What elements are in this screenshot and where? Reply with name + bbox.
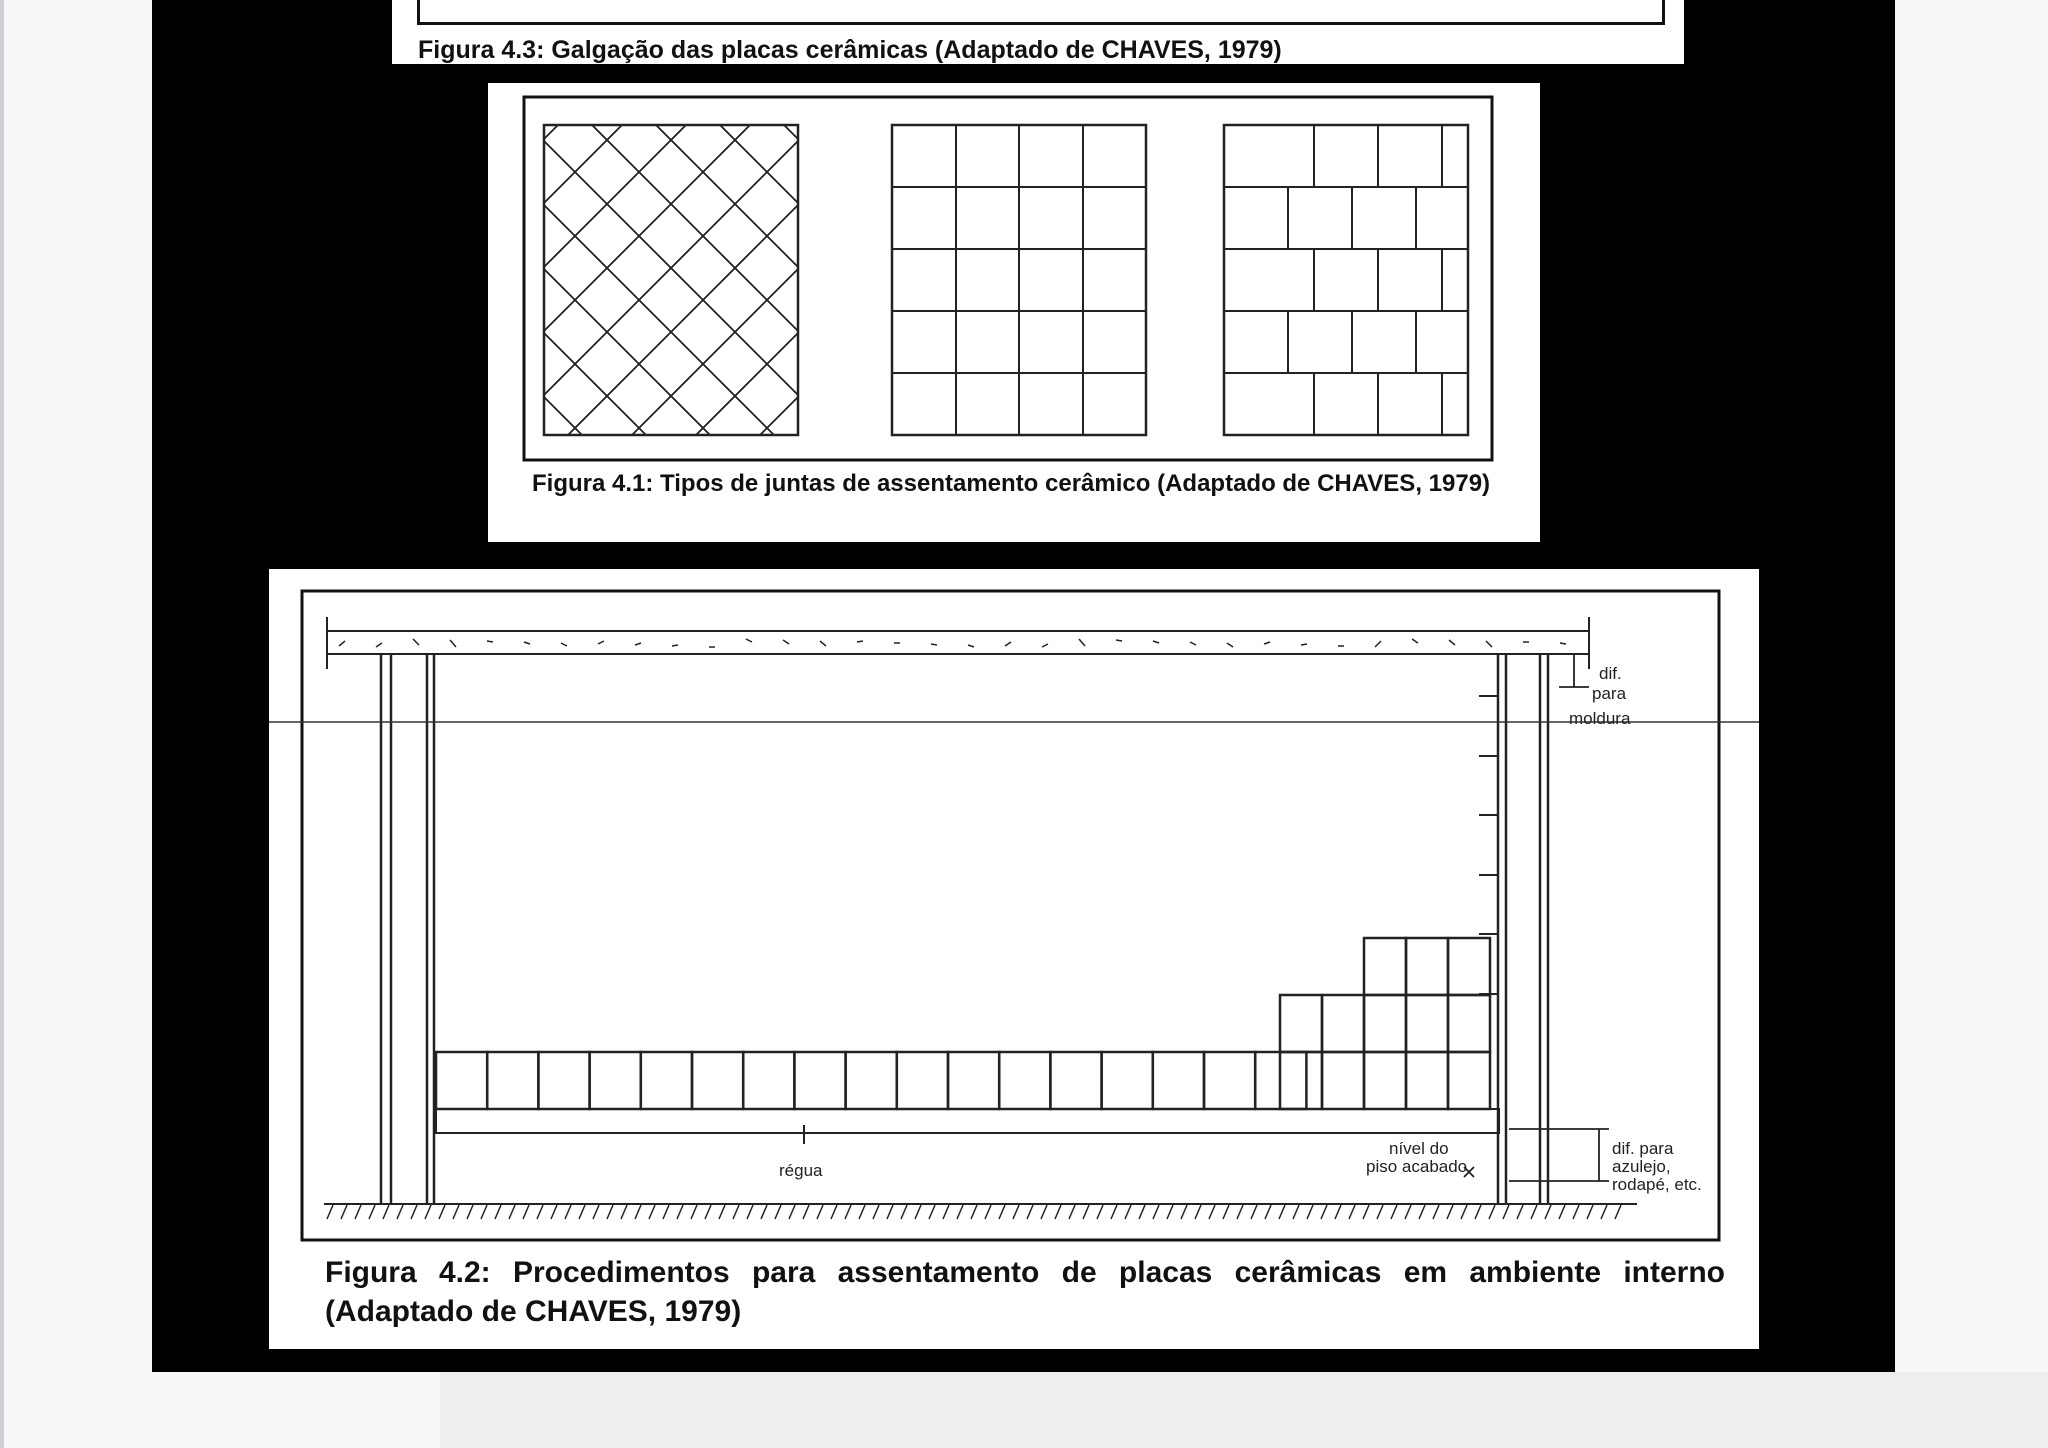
ceramic-tile <box>999 1052 1050 1109</box>
label-dif-azulejo-3: rodapé, etc. <box>1612 1175 1702 1194</box>
ceramic-tile <box>794 1052 845 1109</box>
ruler <box>436 1109 1499 1144</box>
diagonal-joint-pattern <box>488 125 1312 525</box>
dimension-marks <box>1464 654 1609 1181</box>
ceramic-tile <box>1322 1052 1364 1109</box>
ceiling-slab <box>327 617 1589 669</box>
ceramic-tile <box>1153 1052 1204 1109</box>
ceramic-tile <box>1364 1052 1406 1109</box>
right-wall <box>1498 654 1548 1204</box>
ceramic-tile <box>487 1052 538 1109</box>
wall-level-marks <box>1479 696 1498 994</box>
label-dif-moldura-2: para <box>1592 684 1627 703</box>
figure-4-3-frame <box>417 0 1665 25</box>
label-regua: régua <box>779 1161 823 1180</box>
viewer-bottom-strip <box>440 1372 2048 1448</box>
figure-4-1-panel <box>488 83 1540 542</box>
ceramic-tile <box>1448 938 1490 995</box>
figure-4-3-caption: Figura 4.3: Galgação das placas cerâmicas (Adaptado de CHAVES, 1979) <box>418 36 1282 64</box>
label-dif-azulejo-1: dif. para <box>1612 1139 1674 1158</box>
ceramic-tile <box>1280 1052 1322 1109</box>
figure-4-2-caption: Figura 4.2: Procedimentos para assentamento de placas cerâmicas em ambiente interno (Adaptado de CHAVES, 1979) <box>325 1256 1725 1328</box>
ceramic-tile <box>436 1052 487 1109</box>
document-page <box>152 0 1895 1372</box>
ceramic-tile <box>1448 1052 1490 1109</box>
ceramic-tile <box>1364 938 1406 995</box>
figure-4-1-caption: Figura 4.1: Tipos de juntas de assentamento cerâmico (Adaptado de CHAVES, 1979) <box>532 470 1491 497</box>
staggered-joint-pattern <box>1224 125 1468 435</box>
ceramic-tile <box>1364 995 1406 1052</box>
viewer-left-edge <box>0 0 4 1448</box>
ceramic-tile <box>897 1052 948 1109</box>
label-nivel-2: piso acabado <box>1366 1157 1468 1176</box>
ceramic-tile <box>1448 995 1490 1052</box>
left-wall <box>381 654 434 1204</box>
ceramic-tile <box>846 1052 897 1109</box>
ceramic-tile <box>538 1052 589 1109</box>
ceramic-tile <box>641 1052 692 1109</box>
ceramic-tile <box>1050 1052 1101 1109</box>
label-dif-azulejo-2: azulejo, <box>1612 1157 1671 1176</box>
ceramic-tile <box>948 1052 999 1109</box>
ceramic-tile <box>1322 995 1364 1052</box>
ceramic-tile <box>692 1052 743 1109</box>
ceramic-tile <box>1406 1052 1448 1109</box>
ceramic-tile <box>1280 995 1322 1052</box>
ceramic-tile <box>1102 1052 1153 1109</box>
figure-4-2-drawing <box>269 569 1759 1349</box>
straight-joint-pattern <box>892 125 1146 435</box>
label-nivel-1: nível do <box>1389 1139 1449 1158</box>
ceramic-tile <box>743 1052 794 1109</box>
tile-rows <box>436 938 1490 1109</box>
label-dif-moldura-3: moldura <box>1569 709 1631 728</box>
label-dif-moldura-1: dif. <box>1599 664 1622 683</box>
figure-4-2-panel <box>269 569 1759 1349</box>
ground-line <box>324 1204 1637 1219</box>
ceramic-tile <box>1406 938 1448 995</box>
figure-4-3-panel <box>392 0 1684 64</box>
ceramic-tile <box>590 1052 641 1109</box>
ceramic-tile <box>1204 1052 1255 1109</box>
ceramic-tile <box>1406 995 1448 1052</box>
